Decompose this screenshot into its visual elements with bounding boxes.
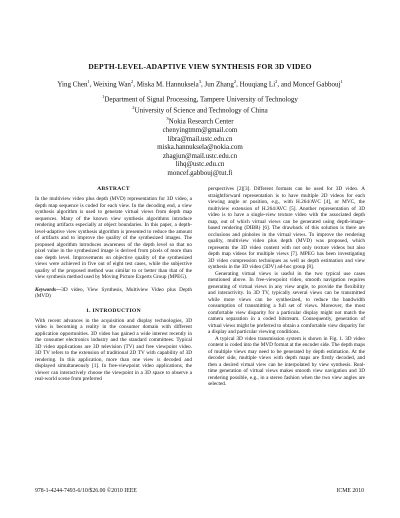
author-joiner: , and bbox=[277, 80, 292, 89]
affiliation-text: Nokia Research Center bbox=[168, 117, 234, 126]
affiliation-sup: 3 bbox=[166, 116, 169, 122]
keywords-line bbox=[35, 287, 192, 300]
affiliation-sup: 2 bbox=[132, 105, 135, 111]
abstract-heading: ABSTRACT bbox=[97, 186, 130, 192]
left-column bbox=[35, 186, 192, 388]
abstract-text: In the multiview video plus depth (MVD) representation for 3D video, a depth map sequence is coded for each view. In the decoding end, a view synthesis algorithm is used to generate virtual views from depth map sequences. Many of the known view synthesis algorithms introduce rendering artifacts especially at object boundaries. In this paper, a depth-level-adaptive view synthesis algorithm is presented to reduce the amount of artifacts and to improve the quality of the synthesized images. The proposed algorithm introduces awareness of the depth level so that no pixel value in the synthesized image is derived from pixels of more than one depth level. Improvements on objective quality of the synthesized views were achieved in five out of eight test cases, while the subjective quality of the proposed method was similar to or better than that of the view synthesis method used by Moving Picture Experts Group (MPEG). bbox=[35, 196, 192, 280]
email-line[interactable]: zhagjun@mail.ustc.edu.cn bbox=[162, 151, 238, 160]
copyright-footer: 978-1-4244-7493-6/10/$26.00 ©2010 IEEE bbox=[35, 488, 137, 494]
body-paragraph: perspectives [2][3]. Different formats can be used for 3D video. A straightforward representation is to have multiple 2D videos for each viewing angle or position, e.g., with H.264/AVC [4], or MVC, the multiview extension of H.264/AVC [5]. Another representation of 3D video is to have a single-view texture video with the associated depth map, out of which virtual views can be generated using depth-image-based rendering (DIBR) [6]. The drawback of this solution is there are occlusions and pinholes in the virtual views. To improve the rendering quality, multiview video plus depth (MVD) was proposed, which represents the 3D video content with not only texture videos but also depth map videos for multiple views [7]. MPEG has been investigating 3D video compression techniques as well as depth estimation and view synthesis in the 3D video (3DV) ad-hoc group [8]. bbox=[208, 186, 365, 270]
author-sup: 2 bbox=[275, 79, 278, 84]
affiliation-line bbox=[35, 115, 365, 126]
author-name: Houqiang Li bbox=[239, 80, 276, 89]
author-sup: 2 bbox=[233, 79, 237, 84]
email-line[interactable]: chenyingtmm@gmail.com bbox=[162, 126, 238, 135]
body-paragraph: A typical 3D video transmission system is shown in Fig. 1. 3D video content is coded into the MVD format at the encoder side. The depth maps of multiple views may need to be generated by depth estimation. At the decoder side, multiple views with depth maps are firstly decoded, and then a desired virtual view can be interpolated by view synthesis. Real-time generation of virtual views makes smooth view navigation and 3D rendering possible, e.g., in a stereo fashion when the two view angles are selected. bbox=[208, 335, 365, 387]
email-line[interactable]: libra@mail.ustc.edu.cn bbox=[167, 134, 233, 143]
email-line[interactable]: lihq@ustc.edu.cn bbox=[175, 160, 225, 169]
keywords-text: 3D video, View Synthesis, Multiview Video plus Depth (MVD) bbox=[35, 286, 192, 299]
affiliation-block bbox=[35, 93, 365, 177]
body-paragraph: Generating virtual views is useful in the two typical use cases mentioned above. In free-viewpoint video, smooth navigation requires generating of virtual views in any view angle, to provide the flexibility and interactivity. In 3D TV, typically several views can be transmitted while more views can be synthesized, to reduce the bandwidth consumption of transmitting a full set of views. Moreover, the most comfortable view disparity for a particular display might not match the camera separation in a coded bitstream. Consequently, generation of virtual views might be preferred to obtain a comfortable view disparity for a display and particular viewing conditions. bbox=[208, 270, 365, 335]
affiliation-text: Department of Signal Processing, Tampere University of Technology bbox=[104, 95, 298, 104]
introduction-text: With recent advances in the acquisition and display technologies, 3D video is becoming a reality in the consumer domain with different application opportunities. 3D video has gained a wide interest recently in the consumer electronics industry and the standard committees. Typical 3D video applications are 3D television (TV) and free viewpoint video. 3D TV refers to the extension of traditional 2D TV with capability of 3D rendering. In this application, more than one view is decoded and displayed simultaneously [1]. In free-viewpoint video applications, the viewer can interactively choose the viewpoint in a 3D space to observe a real-world scene from preferred bbox=[35, 317, 192, 382]
affiliation-text: University of Science and Technology of China bbox=[134, 106, 268, 115]
author-list: Ying Chen$^1$, Weixing Wan$^2$, Miska M. Hannuksela$^3$, Jun Zhang$^2$, Houqiang Li$^2$, and Moncef Gabbouj$^1$ bbox=[57, 79, 343, 89]
affiliation-line bbox=[35, 93, 365, 104]
author-sup: 2 bbox=[130, 79, 134, 84]
author-name: Jun Zhang bbox=[204, 80, 234, 89]
conference-footer: ICME 2010 bbox=[336, 488, 364, 494]
email-line[interactable]: miska.hannuksela@nokia.com bbox=[157, 143, 243, 152]
author-name: Miska M. Hannuksela bbox=[136, 80, 199, 89]
author-sup: 1 bbox=[340, 79, 343, 84]
author-sup: 3 bbox=[198, 79, 201, 84]
right-column bbox=[208, 186, 365, 388]
affiliation-line bbox=[35, 104, 365, 115]
introduction-heading: 1. INTRODUCTION bbox=[86, 307, 141, 314]
paper-title: DEPTH-LEVEL-ADAPTIVE VIEW SYNTHESIS FOR 3D VIDEO bbox=[88, 62, 312, 71]
two-column-body bbox=[35, 186, 365, 388]
author-name: Ying Chen bbox=[57, 80, 88, 89]
author-name: Moncef Gabbouj bbox=[292, 80, 341, 89]
author-sup: 1 bbox=[87, 79, 90, 84]
author-name: Weixing Wan bbox=[93, 80, 131, 89]
keywords-label: Keywords bbox=[35, 286, 56, 293]
keywords-dash: — bbox=[56, 286, 62, 293]
email-line[interactable]: moncef.gabbouj@tut.fi bbox=[167, 169, 233, 178]
affiliation-sup: 1 bbox=[102, 94, 105, 100]
